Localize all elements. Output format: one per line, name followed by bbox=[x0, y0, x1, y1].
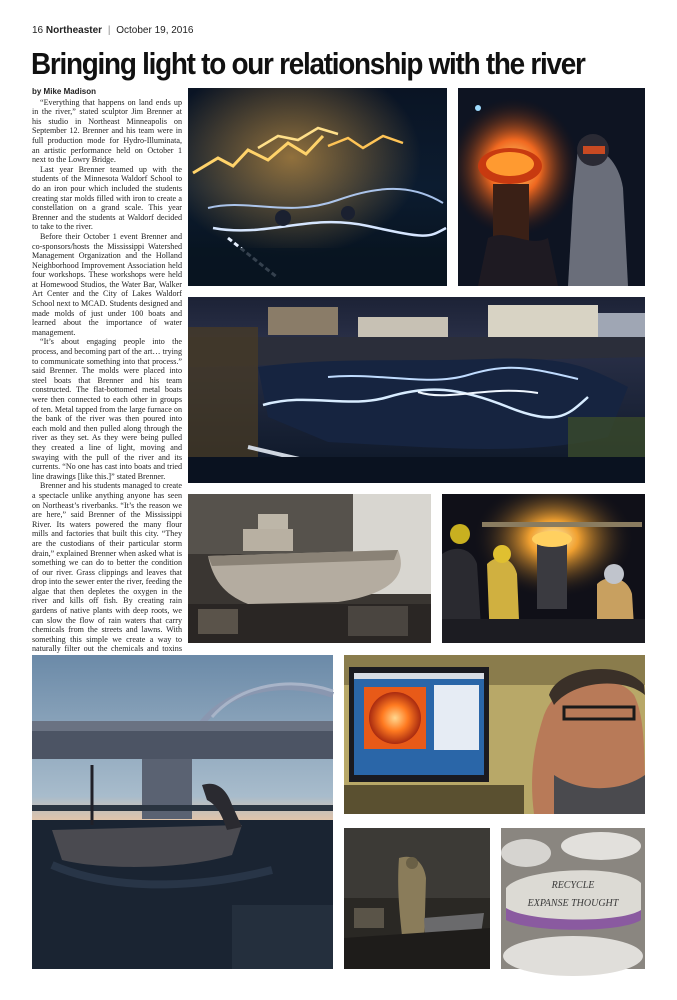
boat-sculpture-detail-photo bbox=[344, 828, 490, 969]
headline: Bringing light to our relationship with the river bbox=[31, 46, 585, 81]
carved-molds-photo bbox=[501, 828, 645, 969]
aerial-river-light-drawing-photo bbox=[188, 297, 645, 483]
crucible-workers-night-photo bbox=[442, 494, 645, 643]
byline: by Mike Madison bbox=[32, 87, 97, 96]
mold-engraving-1: RECYCLE bbox=[551, 880, 595, 891]
issue-date: October 19, 2016 bbox=[116, 25, 194, 36]
viking-boat-lowry-bridge-photo bbox=[32, 655, 333, 969]
article-paragraph-3: Before their October 1 event Brenner and co-sponsors/hosts the Mississippi Watershed Management Organization and the Holland Neighborhood Improvement Association held four workshops. These workshops were held at Homewood Studios, the Water Bar, Walker Art Center and the City of Lakes Waldorf School next to MCAD. Students designed and made molds of just under 100 boats and learned about the importance of water management. bbox=[32, 231, 182, 337]
article-paragraph-5: Brenner and his students managed to create a spectacle unlike anything anyone has seen on Northeast’s riverbanks. “It’s the reason we are here,” said Brenner of the Mississippi River. Its waters powered the many flour mills and factories that built this city. “They are the custodians of their particular storm drain,” explained Brenner when asked what is something we can do to better the condition of our river. Grass clippings and leaves that drop into the sewer enter the river, feeding the algae that then depletes the oxygen in the river and kills off fish. By creating rain gardens of native plants with deep roots, we can slow the flow of rain waters that carry chemicals from the streets and lawns. With something this simple we create a way to naturally filter out the chemicals and toxins bbox=[32, 481, 182, 654]
article-body bbox=[32, 87, 182, 654]
header-separator: | bbox=[107, 25, 111, 36]
publication-name: Northeaster bbox=[45, 25, 103, 36]
mold-engraving-2: EXPANSE THOUGHT bbox=[527, 898, 619, 909]
brenner-at-computer-photo bbox=[344, 655, 645, 814]
iron-furnace-pour-photo bbox=[458, 88, 645, 286]
article-paragraph-2: Last year Brenner teamed up with the students of the Minnesota Waldorf School to do an iron pour which included the students creating star molds filled with iron to create a constellation on a grand scale. This year Brenner and the students at Waldorf decided to take to the river. bbox=[32, 164, 182, 232]
light-boats-night-river-photo bbox=[188, 88, 447, 286]
boat-mold-studio-photo bbox=[188, 494, 431, 643]
article-paragraph-1: “Everything that happens on land ends up in the river,” stated sculptor Jim Brenner at his studio in Northeast Minneapolis on September 12. Brenner and his team were in full production mode for Hydro-Illuminata, an artistic performance held on October 1 next to the Lowry Bridge. bbox=[32, 97, 182, 165]
page-header bbox=[32, 25, 194, 36]
article-paragraph-4: “It’s about engaging people into the process, and becoming part of the art… trying to communicate something into that process.” said Brenner. The molds were placed into steel boats that Brenner and his team constructed. The flat-bottomed metal boats were then connected to each other in groups of ten. Metal tapped from the large furnace on the bank of the river was then poured into each mold and then pulled along through the river as they set. As they were being pulled they created a line of light, moving and swaying with the pull of the river and its currents. “No one has cast into boats and tried line drawings [like this.]” stated Brenner. bbox=[32, 337, 182, 481]
page-number: 16 bbox=[32, 25, 44, 36]
